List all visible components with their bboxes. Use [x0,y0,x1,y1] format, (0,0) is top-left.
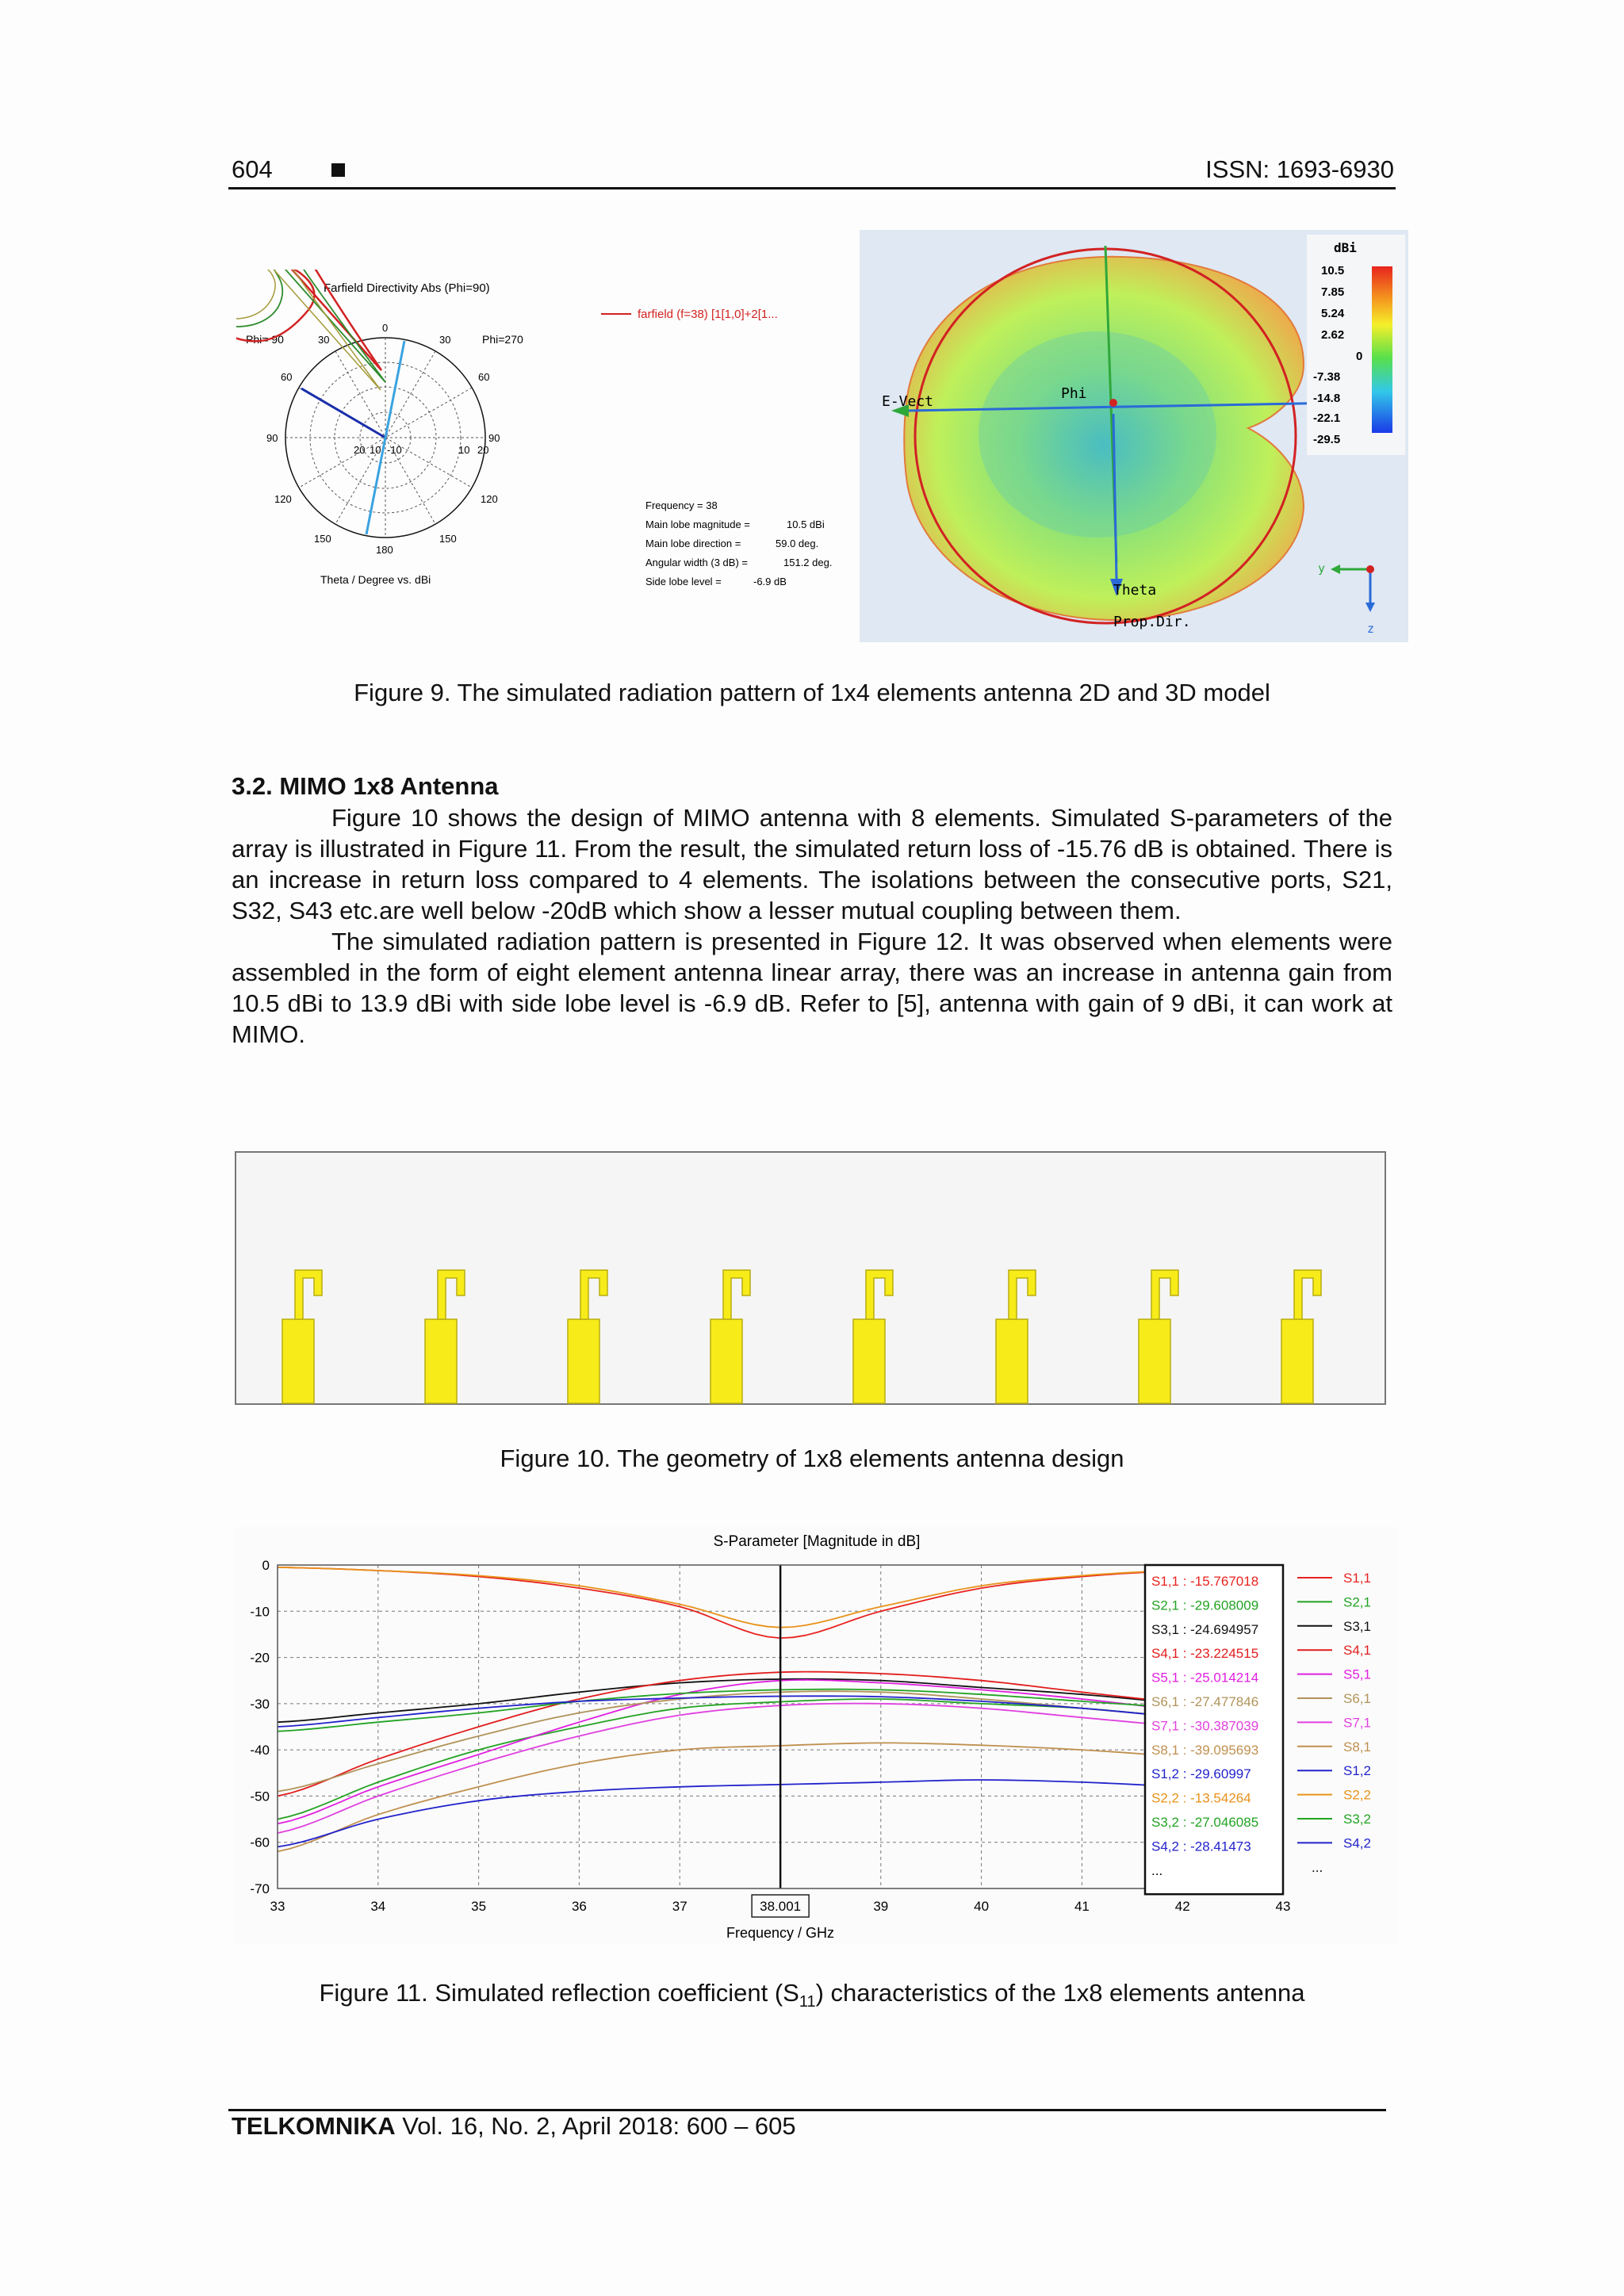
readout-entry: S7,1 : -30.387039 [1151,1718,1259,1734]
triad-y-label: y [1318,561,1326,576]
page-number: 604 [232,155,273,183]
legend-label: S8,1 [1343,1739,1371,1755]
info-value: 151.2 deg. [783,557,833,568]
x-tick-label: 38.001 [760,1899,802,1914]
x-tick-label: 37 [672,1899,688,1914]
legend-label: S4,1 [1343,1643,1371,1659]
paragraph-1: Figure 10 shows the design of MIMO antenna with 8 elements. Simulated S-parameters of the array is illustrated in Figure 11. From the result, the simulated return loss of -15.76 dB is obtained. There is an increase in return loss compared to 4 elements. The isolations between the consecutive ports, S21, S32, S43 etc.are well below -20dB which show a lesser mutual coupling between them. [232,804,1392,924]
x-tick-label: 41 [1074,1899,1090,1914]
readout-entry: S4,2 : -28.41473 [1151,1839,1251,1854]
y-tick-label: -50 [250,1789,270,1804]
radial-label: 10 [370,444,381,456]
readout-more: ... [1151,1862,1163,1878]
colorbar-tick: -14.8 [1313,392,1341,405]
readout-entry: S1,2 : -29.60997 [1151,1766,1251,1782]
x-tick-label: 35 [471,1899,487,1914]
x-axis-label: Frequency / GHz [726,1925,835,1941]
x-tick-label: 36 [571,1899,587,1914]
figure-9-caption: Figure 9. The simulated radiation pattern of 1x4 elements antenna 2D and 3D model [354,679,1270,706]
angle-label: 0 [382,322,389,334]
legend-label: S3,2 [1343,1812,1371,1827]
y-tick-label: -10 [250,1604,270,1620]
colorbar-tick: 10.5 [1321,264,1345,277]
colorbar-tick: 5.24 [1321,307,1345,320]
x-tick-label: 34 [370,1899,386,1914]
legend-label: S1,1 [1343,1571,1371,1586]
y-tick-label: -30 [250,1696,270,1712]
radial-label: -10 [387,444,402,456]
triad-origin-icon [1366,565,1374,573]
caption-suffix: ) characteristics of the 1x8 elements antenna [815,1979,1305,2007]
angle-label: 180 [376,544,393,556]
figure-10-geometry [235,1151,1386,1405]
polar-title: Farfield Directivity Abs (Phi=90) [324,281,490,295]
lobe-inner-shade [979,331,1216,538]
colorbar-tick: 0 [1356,350,1363,363]
colorbar-tick: -29.5 [1313,433,1341,446]
readout-entry: S1,1 : -15.767018 [1151,1574,1259,1589]
colorbar-tick: 2.62 [1321,328,1345,342]
phi-right-label: Phi=270 [482,333,523,346]
readout-entry: S2,2 : -13.54264 [1151,1790,1251,1806]
info-value: 10.5 dBi [787,519,825,530]
figure-11-s-parameter-chart [235,1527,1399,1944]
footer-details: Vol. 16, No. 2, April 2018: 600 – 605 [402,2112,796,2140]
x-tick-label: 43 [1275,1899,1291,1914]
radial-label: 20 [477,444,489,456]
figure-11-caption [228,1979,1396,2011]
legend-label: S2,2 [1343,1787,1371,1803]
header-issn: ISSN: 1693-6930 [1205,155,1394,183]
marker-readout-box [1145,1565,1283,1894]
colorbar-tick: 7.85 [1321,285,1345,299]
figure-9-polar-plot [236,270,839,603]
angle-label: 90 [488,432,500,444]
legend-label: S3,1 [1343,1618,1371,1634]
radial-label: 10 [458,444,470,456]
legend-label: S1,2 [1343,1763,1371,1779]
polar-axis-caption: Theta / Degree vs. dBi [320,573,431,586]
footer [232,2112,796,2141]
phi-left-label: Phi= 90 [246,333,284,346]
section-body [232,802,1392,1050]
x-tick-label: 40 [974,1899,990,1914]
x-tick-label: 39 [873,1899,889,1914]
figure-9-3d-farfield [860,230,1408,642]
section-heading: 3.2. MIMO 1x8 Antenna [232,772,499,800]
angle-label: 150 [314,533,331,545]
colorbar-tick: -22.1 [1313,411,1341,425]
y-tick-label: -20 [250,1650,270,1666]
caption-prefix: Figure 11. Simulated reflection coefficient (S [319,1979,799,2007]
angle-label: 120 [481,493,498,505]
radial-label: 20 [354,444,366,456]
angle-label: 60 [478,371,490,383]
readout-entry: S6,1 : -27.477846 [1151,1694,1259,1709]
main-lobe-direction-line [301,388,385,438]
footer-rule [228,2109,1386,2111]
info-label: Main lobe magnitude = [645,519,750,530]
label-evec: E-Vect [882,393,934,410]
legend-label: S2,1 [1343,1594,1371,1610]
angle-label: 60 [281,371,293,383]
y-tick-label: -70 [250,1881,270,1896]
x-tick-label: 33 [270,1899,285,1914]
angle-label: 30 [318,334,330,346]
triad-z-label: z [1367,622,1375,636]
paragraph-2: The simulated radiation pattern is presented in Figure 12. It was observed when elements were assembled in the form of eight element antenna linear array, there was an increase in antenna gain from 10.5 dBi to 13.9 dBi with side lobe level is -6.9 dB. Refer to [5], antenna with gain of 9 dBi, it can work at MIMO. [232,928,1392,1048]
readout-entry: S5,1 : -25.014214 [1151,1670,1259,1686]
origin-marker-icon [1109,399,1117,407]
y-tick-label: -60 [250,1835,270,1850]
label-prop-dir: Prop.Dir. [1113,614,1191,630]
legend-more: ... [1312,1859,1323,1875]
polar-legend-text: farfield (f=38) [1[1,0]+2[1... [638,308,778,321]
readout-entry: S4,1 : -23.224515 [1151,1646,1259,1662]
colorbar-tick: -7.38 [1313,370,1341,384]
label-theta: Theta [1113,582,1157,599]
readout-entry: S8,1 : -39.095693 [1151,1742,1259,1758]
angle-label: 120 [274,493,292,505]
colorbar-unit: dBi [1334,240,1357,255]
caption-subscript: 11 [799,1993,816,2011]
info-frequency: Frequency = 38 [645,499,718,511]
readout-entry: S3,1 : -24.694957 [1151,1621,1259,1637]
info-label: Main lobe direction = [645,538,741,549]
legend-label: S4,2 [1343,1835,1371,1851]
info-label: Side lobe level = [645,576,722,587]
readout-entry: S2,1 : -29.608009 [1151,1598,1259,1613]
readout-entry: S3,2 : -27.046085 [1151,1815,1259,1830]
header-rule [228,187,1396,189]
legend-label: S7,1 [1343,1715,1371,1731]
legend-label: S5,1 [1343,1667,1371,1682]
footer-journal: TELKOMNIKA [232,2112,396,2140]
angle-label: 30 [439,334,451,346]
header-square-bullet [331,163,345,177]
farfield-info [645,499,832,587]
info-value: -6.9 dB [753,576,787,587]
angle-label: 150 [439,533,457,545]
chart-title: S-Parameter [Magnitude in dB] [713,1533,921,1550]
colorbar-gradient [1372,266,1392,433]
label-phi: Phi [1061,385,1087,402]
angle-label: 90 [266,432,278,444]
legend-label: S6,1 [1343,1691,1371,1706]
y-tick-label: 0 [262,1558,270,1573]
x-tick-label: 42 [1174,1899,1190,1914]
info-value: 59.0 deg. [776,538,819,549]
y-tick-label: -40 [250,1743,270,1758]
figure-10-caption: Figure 10. The geometry of 1x8 elements antenna design [500,1445,1124,1472]
info-label: Angular width (3 dB) = [645,557,748,568]
substrate-outline [236,1152,1385,1404]
